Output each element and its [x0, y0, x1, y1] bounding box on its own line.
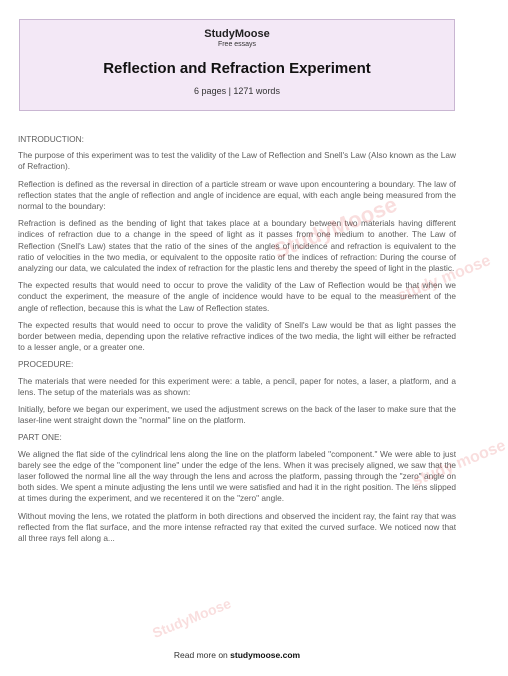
brand-name[interactable]: StudyMoose: [204, 28, 270, 40]
watermark-logo: study moose: [410, 437, 508, 490]
essay-paragraph: The expected results that would need to occur to prove the validity of the Law of Reflection would be that when we conduct the experiment, the measure of the angle of incidence would have to be equal to the measurement of the angle of reflection, because this is what the Law of Reflection states.: [18, 280, 456, 313]
read-more-footer: [0, 650, 474, 660]
essay-body: [18, 134, 456, 550]
read-more-link[interactable]: studymoose.com: [230, 650, 301, 660]
document-meta: 6 pages | 1271 words: [194, 86, 280, 96]
document-header: [19, 19, 455, 111]
essay-paragraph: Reflection is defined as the reversal in direction of a particle stream or wave upon encountering a boundary. The law of reflection states that the angle of reflection and angle of incidence are equal, with each angle being measured from the normal to the boundary:: [18, 178, 456, 212]
section-heading-procedure: PROCEDURE:: [18, 359, 74, 370]
essay-paragraph: Refraction is defined as the bending of light that takes place at a boundary between two materials having different indices of refraction due to a change in the speed of light as it passes from one medium to another. The Law of Reflection (Snell's Law) states that the ratio of the sines of the angles of incidence and refraction is equivalent to the ratio of velocities in the two media, or equivalent to the opposite ratio of the indices of refraction: During the course of analyzing our data, we calculated the index of refraction for the plastic lens and thereby the speed of light in the plastic.: [18, 218, 456, 274]
essay-paragraph: Without moving the lens, we rotated the platform in both directions and observed the incident ray, the faint ray that was reflected from the flat surface, and the more intense refracted ray that exited the curved surface. We noticed now that all three rays fell along a...: [18, 510, 456, 544]
watermark-logo: StudyMoose: [269, 191, 401, 264]
brand-subtitle: Free essays: [217, 41, 257, 48]
essay-paragraph: Initially, before we began our experiment, we used the adjustment screws on the back of the laser to make sure that the laser-line went straight down the "normal" line on the platform.: [18, 404, 456, 426]
document-title: Reflection and Refraction Experiment: [103, 60, 371, 77]
section-heading-part-one: PART ONE:: [18, 432, 62, 443]
read-more-label: Read more on: [173, 650, 228, 660]
essay-paragraph: The expected results that would need to occur to prove the validity of Snell's Law would be that as light passes the border between media, depending upon the relative refractive indices of the two media, the light will either be refracted to a lesser angle, or a greater one.: [18, 319, 456, 353]
essay-paragraph: The purpose of this experiment was to test the validity of the Law of Reflection and Snell's Law (Also known as the Law of Refraction).: [18, 150, 456, 172]
essay-paragraph: The materials that were needed for this experiment were: a table, a pencil, paper for notes, a laser, a platform, and a lens. The setup of the materials was as shown:: [18, 375, 456, 397]
watermark-logo: study moose: [395, 252, 494, 305]
essay-paragraph: We aligned the flat side of the cylindrical lens along the line on the platform labeled "component." We were able to just barely see the edge of the "component line" under the edge of the lens. When it was precisely aligned, we saw that the laser followed the normal line all the way through the lens and across the platform, passing through the "zero" angle on both sides. We spent a minute adjusting the lens until we were satisfied and had it in the right position. The lens slipped at times during the experiment, and we recentered it on the "zero" angle.: [18, 448, 456, 504]
watermark-logo: StudyMoose: [150, 594, 234, 642]
section-heading-introduction: INTRODUCTION:: [18, 134, 84, 144]
